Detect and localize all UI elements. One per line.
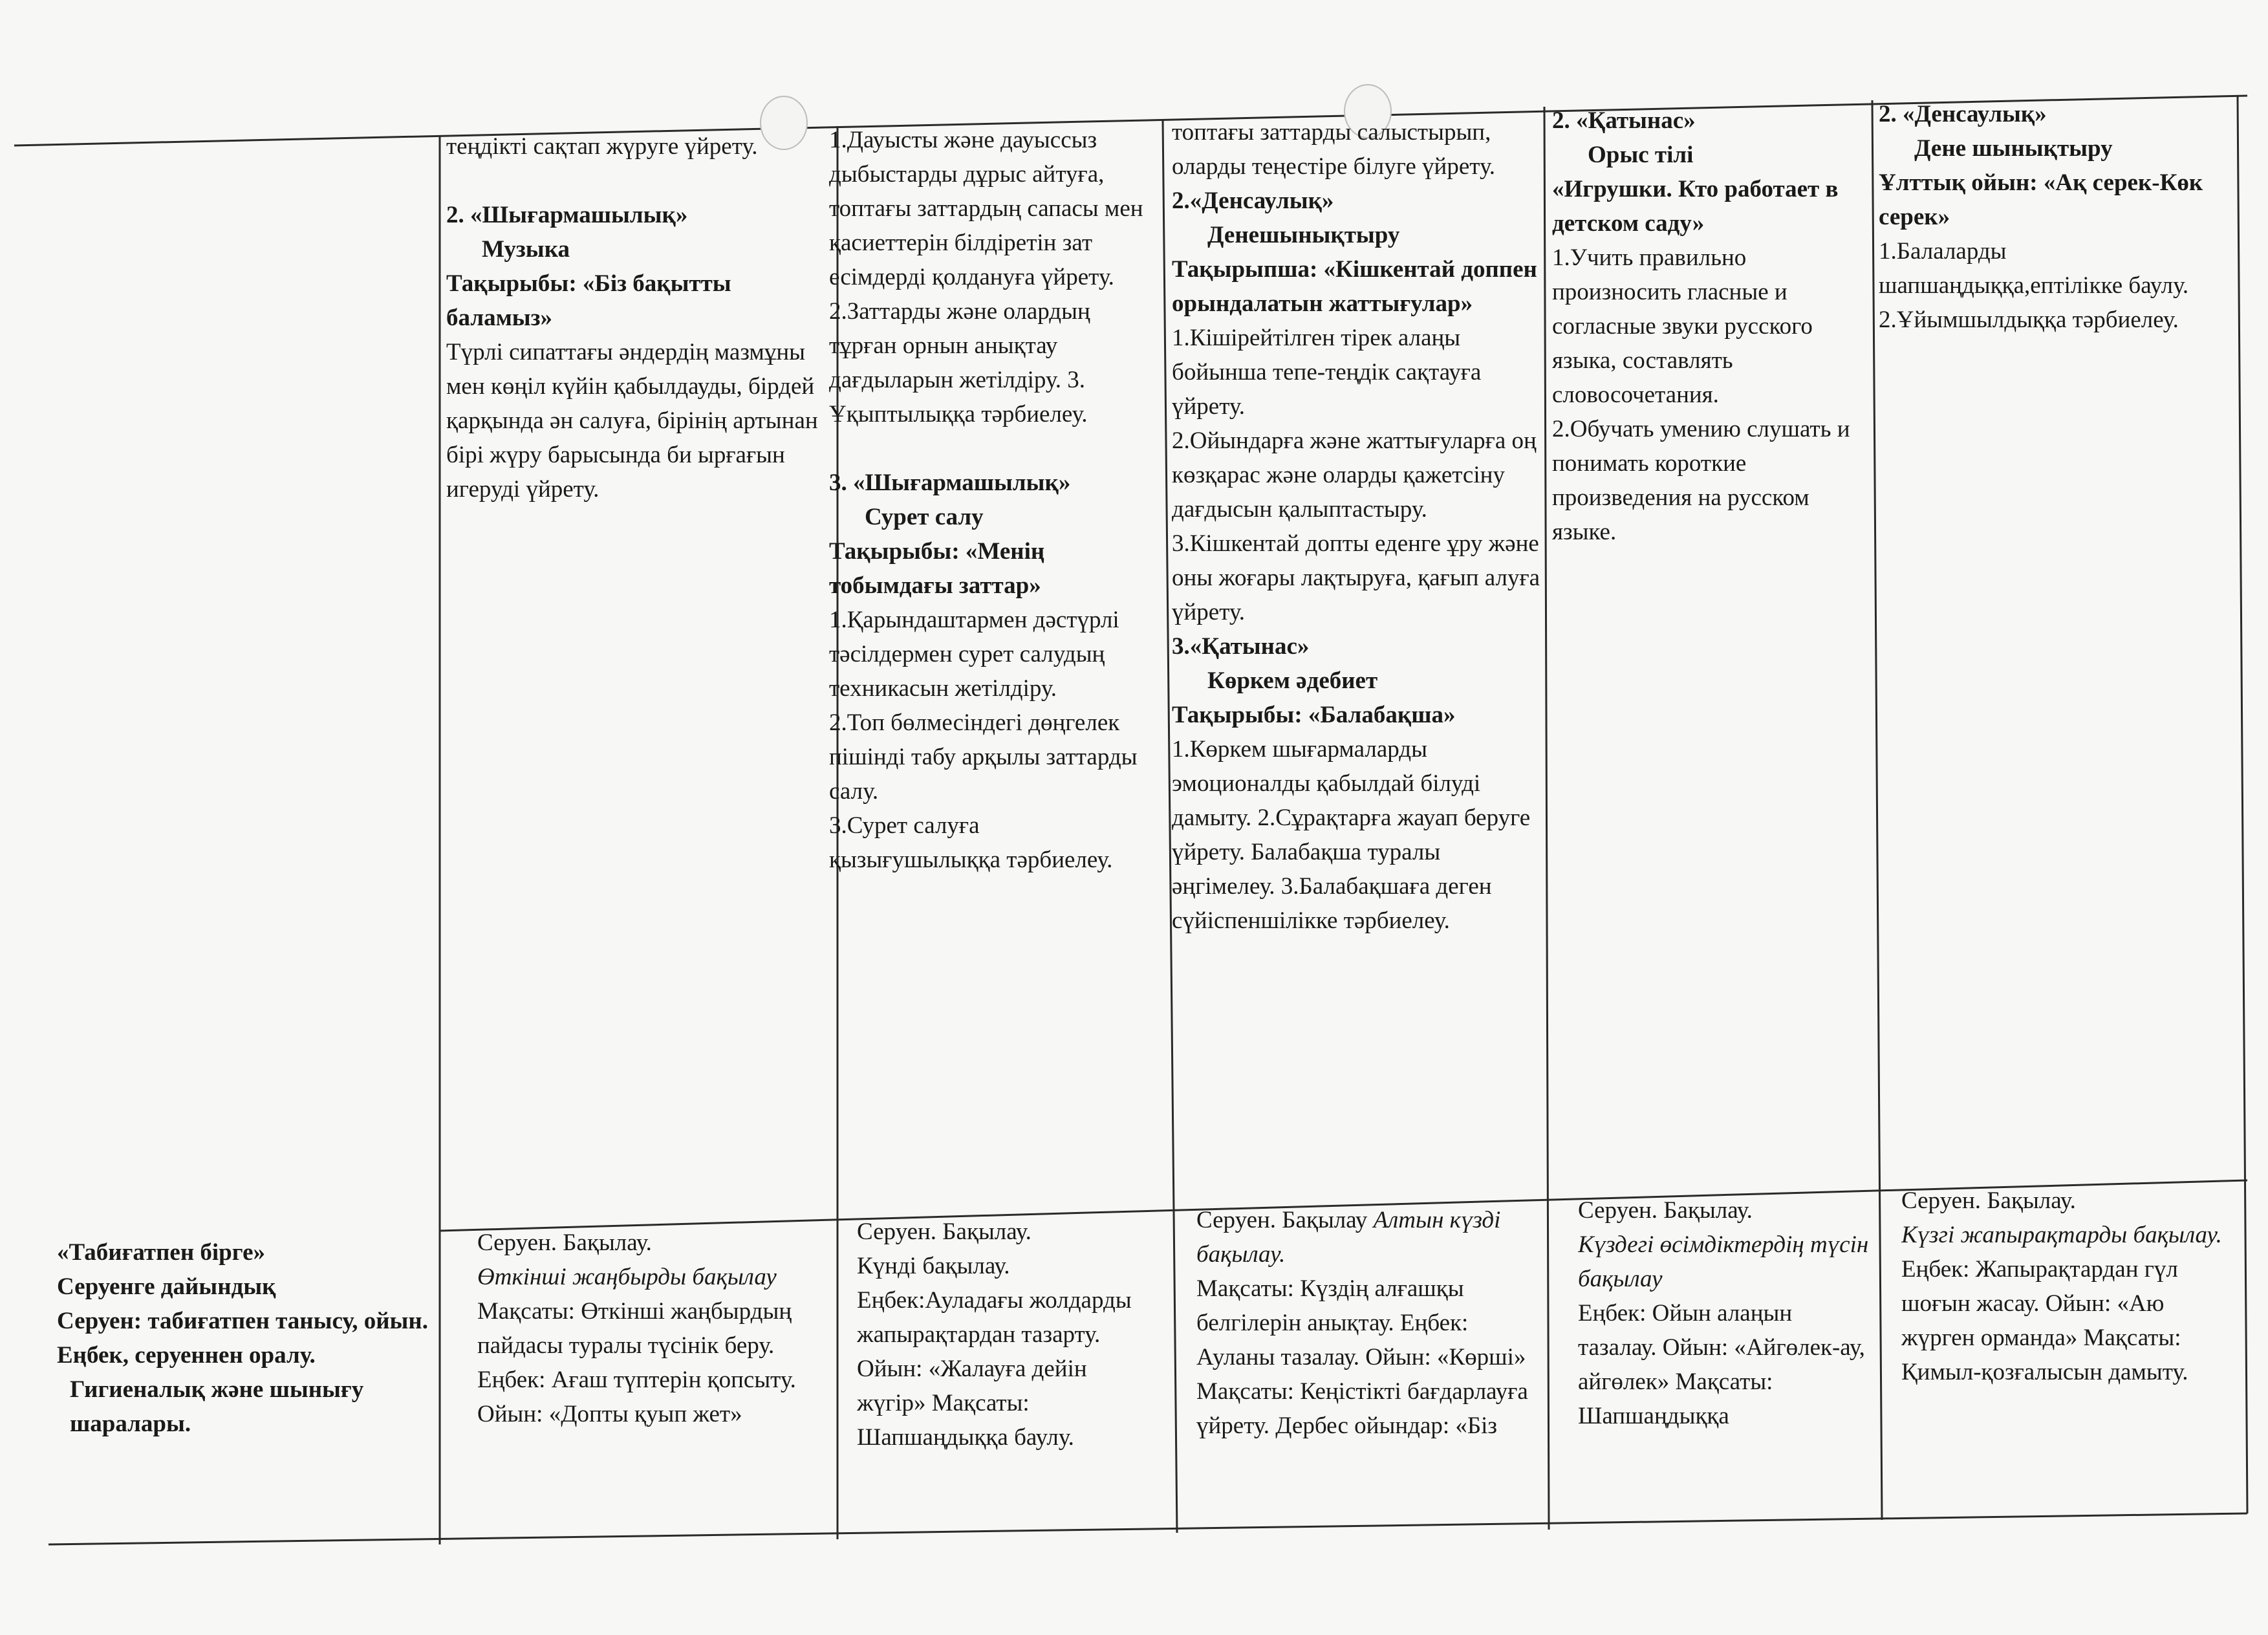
r2c2-lines: Мақсаты: Өткінші жаңбырдың пайдасы туралы түсінік беру. Еңбек: Ағаш түптерін қопсыту. Ойын: «Допты қуып жет» [477,1298,796,1427]
r1c4-item: 3.Кішкентай допты еденге ұру және оны жоғары лақтыруға, қағып алуға үйрету. [1172,530,1540,625]
r2c1-line: Гигиеналық және шынығу шаралары. [70,1376,364,1437]
r1c2-text: Түрлі сипаттағы әндердің мазмұны мен көңіл күйін қабылдауды, бірдей қарқында ән салуға, бірінің артынан бірі жүру барысында би ырғағын игеруді үйрету. [446,339,818,503]
r1c4-items2: 1.Көркем шығармаларды эмоционалды қабылдай білуді дамыту. 2.Сұрақтарға жауап беруге үйрету. Балабақша туралы әңгімелеу. 3.Балабақшаға деген сүйіспеншілікке тәрбиелеу. [1172,736,1531,934]
r1-col3 [829,123,1156,1222]
r2c4-head: Серуен. Бақылау [1196,1207,1368,1233]
r1c4-continuation: топтағы заттарды салыстырып, оларды теңестіре білуге үйрету. [1172,119,1496,180]
r1c4-topic: Тақырыпша: «Кішкентай доппен орындалатын жаттығулар» [1172,256,1537,317]
r1c6-item: 2.Ұйымшылдыққа тәрбиелеу. [1879,307,2179,333]
r2c4-head-line [1196,1203,1539,1272]
r2c6-lines: Еңбек: Жапырақтардан гүл шоғын жасау. Ойын: «Аю жүрген орманда» Мақсаты: Қимыл-қозғалысын дамыту. [1901,1256,2188,1385]
r1c2-subject: Музыка [482,236,570,263]
r1c5-subject: Орыс тілі [1588,142,1694,168]
r2c1-line: Серуенге дайындық [57,1273,276,1300]
r1c3-continuation: 1.Дауысты және дауыссыз дыбыстарды дұрыс айтуға, топтағы заттардың сапасы мен қасиеттерін білдіретін зат есімдерді қолдануға үйрету. 2.Заттарды және олардың тұрған орнын анықтау дағдыларын жетілдіру. 3. Ұқыптылыққа тәрбиелеу. [829,127,1143,428]
r1-col4 [1172,115,1540,1215]
r1c4-subject2: Көркем әдебиет [1207,667,1378,694]
r1c6-section-title: 2. «Денсаулық» [1879,101,2047,127]
r1c3-subject: Сурет салу [865,504,984,530]
r1c4-section2-title: 3.«Қатынас» [1172,633,1310,660]
r2c1-line: Серуен: табиғатпен танысу, ойын. [57,1308,428,1334]
r1c4-section-title: 2.«Денсаулық» [1172,188,1334,214]
r1c2-continuation: теңдікті сақтап жүруге үйрету. [446,133,758,160]
r2c1-line: «Табиғатпен бірге» [57,1239,265,1266]
r2c3-head: Серуен. Бақылау. [857,1218,1031,1245]
r1c2-section-title: 2. «Шығармашылық» [446,202,688,228]
r1-col6 [1879,97,2238,1171]
r2-col6 [1901,1184,2241,1517]
r2c2-head: Серуен. Бақылау. [477,1229,652,1256]
r2c1-line: Еңбек, серуеннен оралу. [57,1342,316,1369]
r1c3-section-title: 3. «Шығармашылық» [829,470,1071,496]
r1c6-item: 1.Балаларды шапшаңдыққа,ептілікке баулу. [1879,238,2189,299]
r2c5-observation: Күздегі өсімдіктердің түсін бақылау [1578,1231,1869,1292]
r1c4-item: 2.Ойындарға және жаттығуларға оң көзқарас және оларды қажетсіну дағдысын қалыптастыру. [1172,428,1537,523]
r2-col4 [1196,1203,1539,1530]
r2c6-observation: Күзгі жапырақтарды бақылау. [1901,1222,2222,1248]
r2c4-observation: Алтын күзді бақылау. [1196,1207,1501,1268]
r1-col5 [1552,103,1869,1177]
r2c2-observation: Өткінші жаңбырды бақылау [477,1264,777,1290]
r1c3-item: 2.Топ бөлмесіндегі дөңгелек пішінді табу арқылы заттарды салу. [829,709,1138,805]
r1c4-subject: Денешынықтыру [1207,222,1400,248]
r1c5-topic: «Игрушки. Кто работает в детском саду» [1552,176,1839,237]
r2c5-lines: Еңбек: Ойын алаңын тазалау. Ойын: «Айгөлек-ау, айгөлек» Мақсаты: Шапшаңдыққа [1578,1300,1865,1429]
r2-col5 [1578,1193,1869,1526]
col-divider-4 [1544,107,1549,1530]
r1c6-subject: Дене шынықтыру [1914,135,2113,162]
r1c5-section-title: 2. «Қатынас» [1552,107,1696,134]
r1c4-item: 1.Кішірейтілген тірек алаңы бойынша тепе-теңдік сақтауға үйрету. [1172,325,1482,420]
r1c4-topic2: Тақырыбы: «Балабақша» [1172,702,1456,728]
r1c6-topic: Ұлттық ойын: «Ақ серек-Көк серек» [1879,169,2203,230]
r2c4-lines: Мақсаты: Күздің алғашқы белгілерін анықтау. Еңбек: Ауланы тазалау. Ойын: «Көрші» Мақсаты: Кеңістікті бағдарлауға үйрету. Дербес ойындар: «Біз [1196,1275,1528,1439]
r2-col2 [477,1226,830,1539]
r1-col2 [446,129,831,1222]
r2c5-head: Серуен. Бақылау. [1578,1197,1753,1224]
r1c5-item: 1.Учить правильно произносить гласные и согласные звуки русского языка, составлять словосочетания. [1552,244,1813,408]
r1c5-item: 2.Обучать умению слушать и понимать короткие произведения на русском языке. [1552,416,1850,545]
r1c3-topic: Тақырыбы: «Менің тобымдағы заттар» [829,538,1045,599]
r2c6-head: Серуен. Бақылау. [1901,1187,2076,1214]
r1c2-topic: Тақырыбы: «Біз бақытты баламыз» [446,270,731,331]
r1c3-item: 1.Қарындаштармен дәстүрлі тәсілдермен сурет салудың техникасын жетілдіру. [829,607,1119,702]
r2-col1 [57,1235,435,1539]
r2-col3 [857,1215,1161,1535]
r1c3-item: 3.Сурет салуға қызығушылыққа тәрбиелеу. [829,812,1113,873]
r2c3-lines: Күнді бақылау. Еңбек:Ауладағы жолдарды жапырақтардан тазарту. Ойын: «Жалауға дейін жүгір» Мақсаты: Шапшаңдыққа баулу. [857,1253,1132,1451]
